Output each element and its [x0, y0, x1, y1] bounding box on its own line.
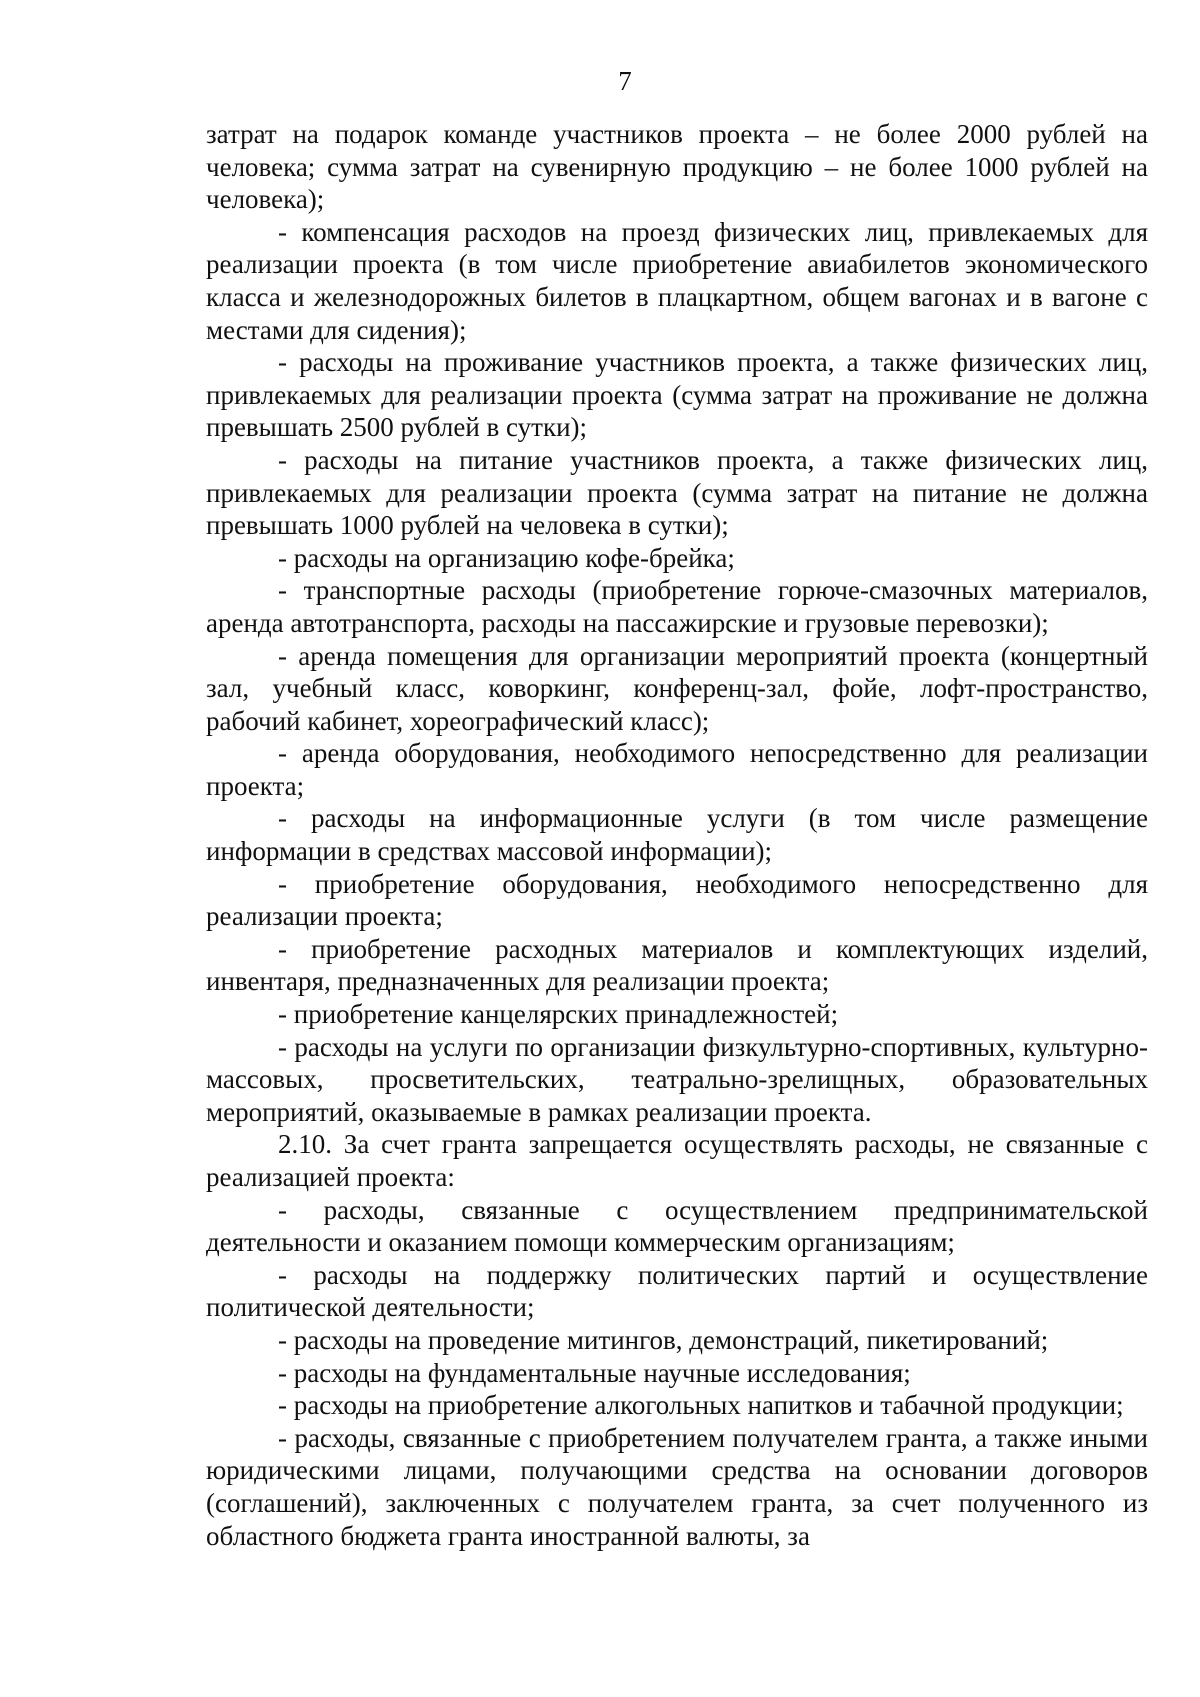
paragraph-gift-costs-continuation: затрат на подарок команде участников проекта – не более 2000 рублей на человека; сумма затрат на сувенирную продукцию – не более 1000 рублей на человека); — [206, 119, 1148, 215]
list-item-information-services: - расходы на информационные услуги (в том числе размещение информации в средствах массовой информации); — [206, 803, 1148, 867]
list-item-accommodation: - расходы на проживание участников проекта, а также физических лиц, привлекаемых для реализации проекта (сумма затрат на проживание не должна превышать 2500 рублей в сутки); — [206, 347, 1148, 443]
list-item-travel-compensation: - компенсация расходов на проезд физических лиц, привлекаемых для реализации проекта (в том числе приобретение авиабилетов экономического класса и железнодорожных билетов в плацкартном, общем вагонах и в вагоне с местами для сидения); — [206, 216, 1148, 345]
list-item-equipment-rent: - аренда оборудования, необходимого непосредственно для реализации проекта; — [206, 738, 1148, 801]
list-item-foreign-currency: - расходы, связанные с приобретением получателем гранта, а также иными юридическими лицами, получающими средства на основании договоров (соглашений), заключенных с получателем гранта, за счет полученного из областного бюджета гранта иностранной валюты, за — [206, 1422, 1148, 1551]
list-item-stationery: - приобретение канцелярских принадлежностей; — [278, 999, 839, 1030]
list-item-premises-rent: - аренда помещения для организации мероприятий проекта (концертный зал, учебный класс, коворкинг, конференц-зал, фойе, лофт-пространство, рабочий кабинет, хореографический класс); — [206, 640, 1148, 736]
list-item-transport: - транспортные расходы (приобретение горюче-смазочных материалов, аренда автотранспорта, расходы на пассажирские и грузовые перевозки); — [206, 575, 1148, 638]
list-item-political-activity: - расходы на поддержку политических партий и осуществление политической деятельности; — [206, 1259, 1148, 1323]
document-body — [206, 118, 1148, 1552]
list-item-consumables: - приобретение расходных материалов и комплектующих изделий, инвентаря, предназначенных для реализации проекта; — [206, 933, 1148, 997]
page-number: 7 — [618, 66, 632, 96]
list-item-meals: - расходы на питание участников проекта, а также физических лиц, привлекаемых для реализации проекта (сумма затрат на питание не должна превышать 1000 рублей на человека в сутки); — [206, 444, 1148, 541]
section-2-10-heading: 2.10. За счет гранта запрещается осуществлять расходы, не связанные с реализацией проекта: — [206, 1129, 1148, 1192]
list-item-rallies: - расходы на проведение митингов, демонстраций, пикетирований; — [278, 1324, 1049, 1355]
list-item-alcohol-tobacco: - расходы на приобретение алкогольных напитков и табачной продукции; — [278, 1390, 1124, 1421]
list-item-equipment-purchase: - приобретение оборудования, необходимого непосредственно для реализации проекта; — [206, 868, 1148, 932]
list-item-business-activity: - расходы, связанные с осуществлением предпринимательской деятельности и оказанием помощи коммерческим организациям; — [206, 1194, 1148, 1258]
list-item-fundamental-research: - расходы на фундаментальные научные исследования; — [278, 1357, 911, 1388]
list-item-coffee-break: - расходы на организацию кофе-брейка; — [278, 542, 735, 573]
list-item-event-services: - расходы на услуги по организации физкультурно-спортивных, культурно-массовых, просветительских, театрально-зрелищных, образовательных мероприятий, оказываемые в рамках реализации проекта. — [206, 1031, 1148, 1127]
